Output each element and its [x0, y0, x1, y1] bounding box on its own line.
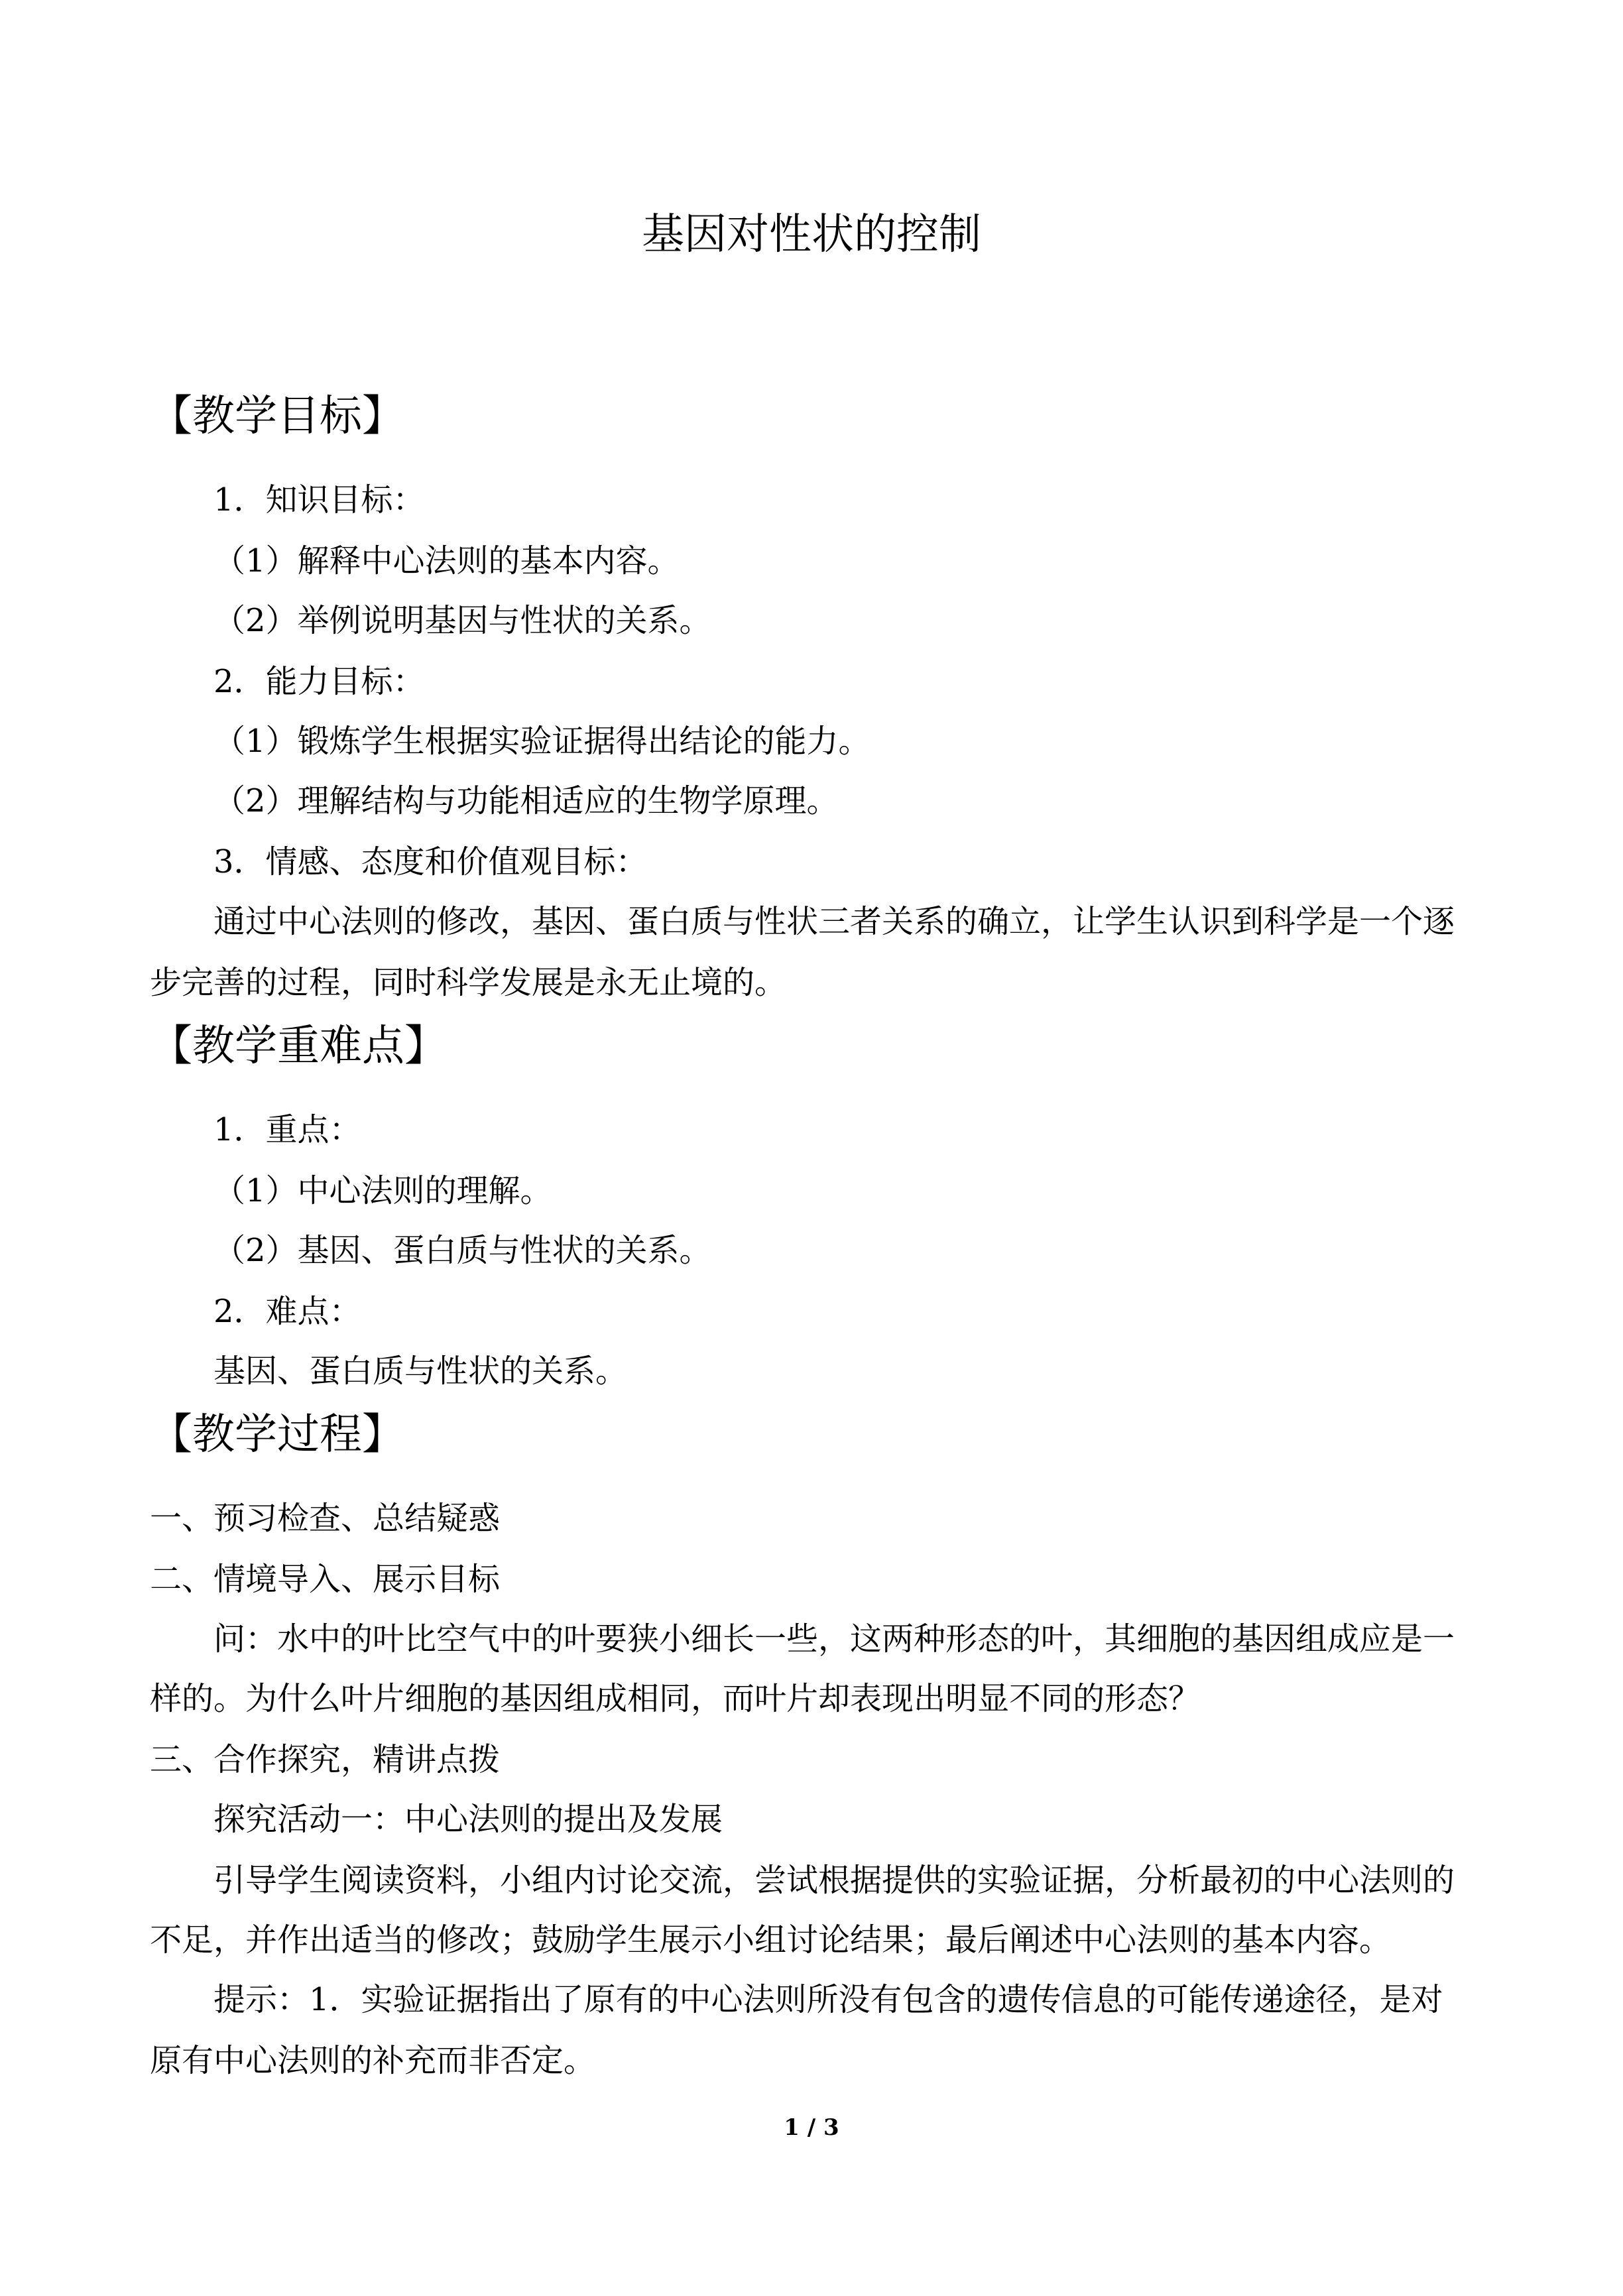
text-line: 一、预习检查、总结疑惑 [150, 1500, 501, 1537]
text-line: 提示：1．实验证据指出了原有的中心法则所没有包含的遗传信息的可能传递途径，是对 [213, 1981, 1443, 2018]
text-line: 原有中心法则的补充而非否定。 [150, 2042, 596, 2079]
text-line: 2．能力目标： [213, 663, 425, 700]
text-line: 样的。为什么叶片细胞的基因组成相同，而叶片却表现出明显不同的形态？ [150, 1680, 1201, 1717]
text-line: 通过中心法则的修改，基因、蛋白质与性状三者关系的确立，让学生认识到科学是一个逐 [213, 903, 1455, 940]
document-title: 基因对性状的控制 [642, 210, 981, 259]
page-number: 1 / 3 [784, 2114, 839, 2141]
section-heading-key-points: 【教学重难点】 [150, 1022, 447, 1071]
text-line: 二、情境导入、展示目标 [150, 1561, 501, 1598]
section-heading-objectives: 【教学目标】 [150, 392, 404, 441]
section-heading-process: 【教学过程】 [150, 1410, 404, 1459]
text-line: 2．难点： [213, 1293, 361, 1330]
text-line: 不足，并作出适当的修改；鼓励学生展示小组讨论结果；最后阐述中心法则的基本内容。 [150, 1921, 1392, 1959]
text-line: 问：水中的叶比空气中的叶要狭小细长一些，这两种形态的叶，其细胞的基因组成应是一 [213, 1620, 1455, 1658]
text-line: 探究活动一：中心法则的提出及发展 [213, 1801, 723, 1838]
text-line: 步完善的过程，同时科学发展是永无止境的。 [150, 964, 787, 1001]
text-line: （2）基因、蛋白质与性状的关系。 [213, 1232, 711, 1269]
text-line: 1．知识目标： [213, 481, 425, 518]
text-line: 基因、蛋白质与性状的关系。 [213, 1353, 628, 1390]
text-line: （2）理解结构与功能相适应的生物学原理。 [213, 782, 839, 819]
text-line: 3．情感、态度和价值观目标： [213, 843, 648, 880]
text-line: （1）锻炼学生根据实验证据得出结论的能力。 [213, 723, 871, 760]
text-line: 1．重点： [213, 1111, 361, 1148]
text-line: （1）解释中心法则的基本内容。 [213, 542, 680, 579]
text-line: （2）举例说明基因与性状的关系。 [213, 602, 711, 639]
text-line: （1）中心法则的理解。 [213, 1172, 552, 1209]
text-line: 三、合作探究，精讲点拨 [150, 1741, 501, 1778]
text-line: 引导学生阅读资料，小组内讨论交流，尝试根据提供的实验证据，分析最初的中心法则的 [213, 1862, 1455, 1899]
